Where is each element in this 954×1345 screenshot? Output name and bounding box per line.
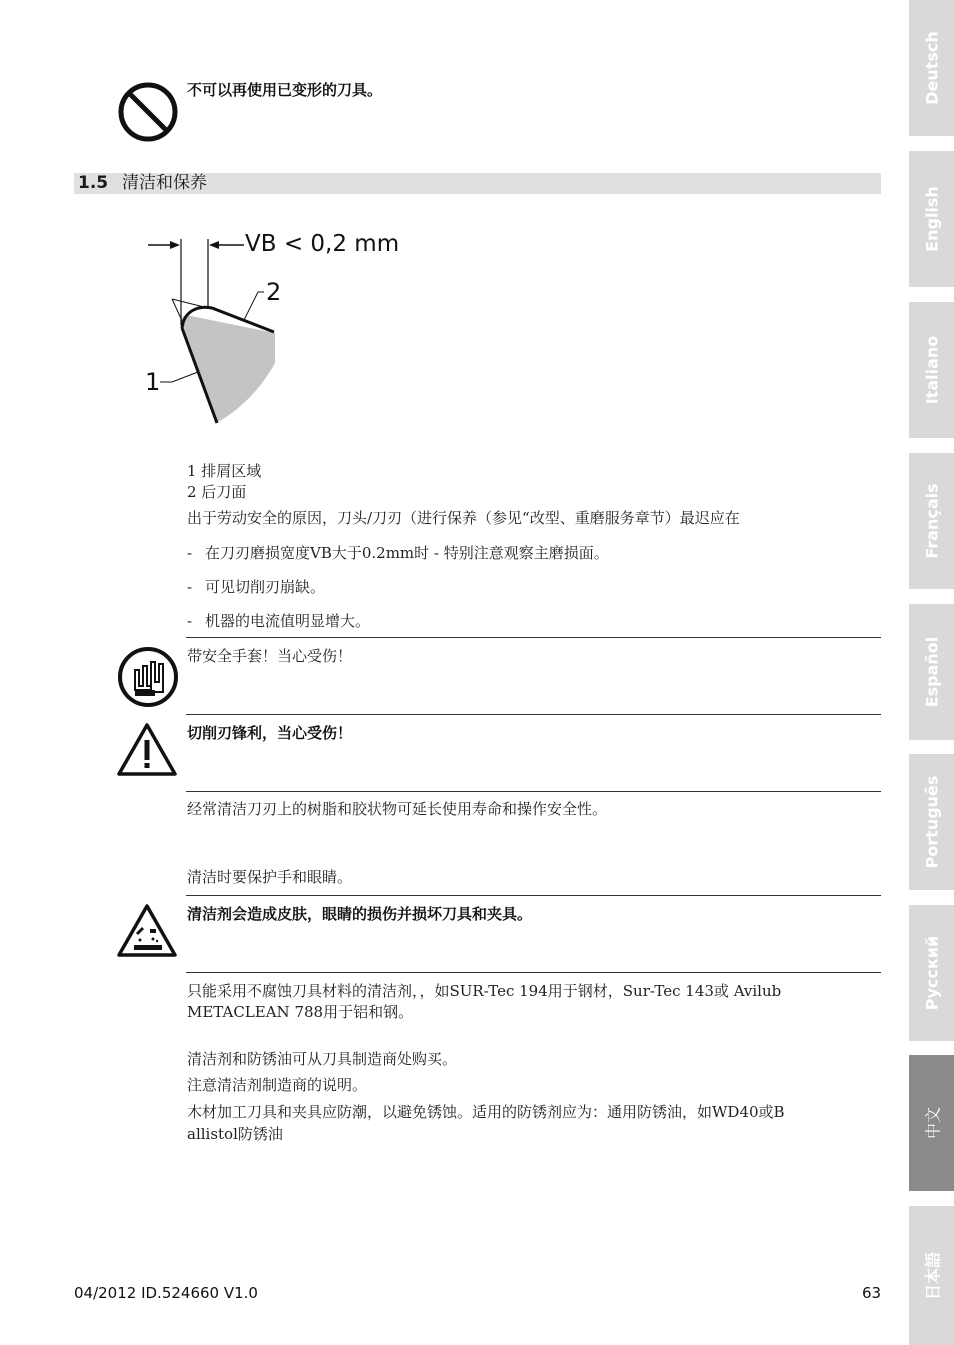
language-tab-portugues[interactable] [909, 754, 954, 890]
bullet-dash: - [187, 612, 193, 630]
bullet-dash: - [187, 544, 193, 562]
rust-text-line: 木材加工刀具和夹具应防潮，以避免锈蚀。适用的防锈剂应为：通用防锈油，如WD40或B [187, 1103, 785, 1121]
divider [186, 895, 881, 896]
tab-label: Deutsch [922, 31, 941, 105]
clean-resin-text: 经常清洁刀刃上的树脂和胶状物可延长使用寿命和操作安全性。 [187, 800, 608, 818]
language-tab-japanese[interactable] [909, 1206, 954, 1345]
language-tab-francais[interactable] [909, 453, 954, 589]
divider [186, 714, 881, 715]
sharp-edge-warning: 切削刃锋利，当心受伤！ [187, 724, 353, 742]
callout-1: 1 [145, 368, 161, 396]
purchase-text: 清洁剂和防锈油可从刀具制造商处购买。 [187, 1050, 458, 1068]
tab-label: 日本語 [923, 1251, 942, 1300]
language-tab-russian[interactable] [909, 905, 954, 1041]
divider [186, 637, 881, 638]
page-number: 63 [862, 1284, 882, 1302]
cleaner-text-line: 只能采用不腐蚀刀具材料的清洁剂，，如SUR-Tec 194用于钢材，Sur-Tec 143或 Avilub [187, 982, 782, 1000]
maintenance-intro: 出于劳动安全的原因，刀头/刀刃（进行保养（参见“改型、重磨服务章节）最迟应在 [187, 509, 740, 527]
callout-2: 2 [266, 278, 282, 306]
tab-label: Español [922, 636, 941, 708]
corrosive-warning-icon [116, 903, 178, 959]
bullet-item: 机器的电流值明显增大。 [205, 612, 371, 630]
tab-label: Русский [922, 935, 941, 1011]
tab-label: Português [922, 775, 941, 869]
language-tab-italiano[interactable] [909, 302, 954, 438]
divider [186, 972, 881, 973]
footer-doc-id: 04/2012 ID.524660 V1.0 [74, 1284, 258, 1302]
notice-no-deformed-tools: 不可以再使用已变形的刀具。 [187, 81, 383, 99]
warning-triangle-icon [116, 722, 178, 778]
gloves-notice: 带安全手套！当心受伤！ [187, 647, 353, 665]
rust-text-line: allistol防锈油 [187, 1125, 283, 1143]
bullet-dash: - [187, 578, 193, 596]
section-number: 1.5 [78, 173, 109, 193]
legend-item: 2 后刀面 [187, 483, 247, 501]
language-tab-english[interactable] [909, 151, 954, 287]
section-title: 清洁和保养 [122, 173, 207, 193]
prohibition-icon [117, 81, 179, 143]
tab-label: 中文 [923, 1106, 942, 1140]
tab-label: English [922, 186, 941, 252]
bullet-item: 在刀刃磨损宽度VB大于0.2mm时 - 特别注意观察主磨损面。 [205, 544, 609, 562]
cutting-insert-shape [181, 315, 276, 423]
chemical-warning: 清洁剂会造成皮肤，眼睛的损伤并损坏刀具和夹具。 [187, 905, 533, 923]
tab-label: Italiano [922, 335, 941, 405]
language-tab-chinese[interactable] [909, 1055, 954, 1191]
tab-label: Français [922, 483, 941, 559]
protect-hands-text: 清洁时要保护手和眼睛。 [187, 868, 353, 886]
legend-item: 1 排屑区域 [187, 462, 262, 480]
instructions-text: 注意清洁剂制造商的说明。 [187, 1076, 368, 1094]
language-tab-espanol[interactable] [909, 604, 954, 740]
divider [186, 791, 881, 792]
bullet-item: 可见切削刃崩缺。 [205, 578, 326, 596]
language-tab-deutsch[interactable] [909, 0, 954, 136]
cleaner-text-line: METACLEAN 788用于铝和钢。 [187, 1003, 414, 1021]
safety-gloves-icon [117, 646, 179, 708]
vb-label: VB < 0,2 mm [245, 231, 400, 257]
